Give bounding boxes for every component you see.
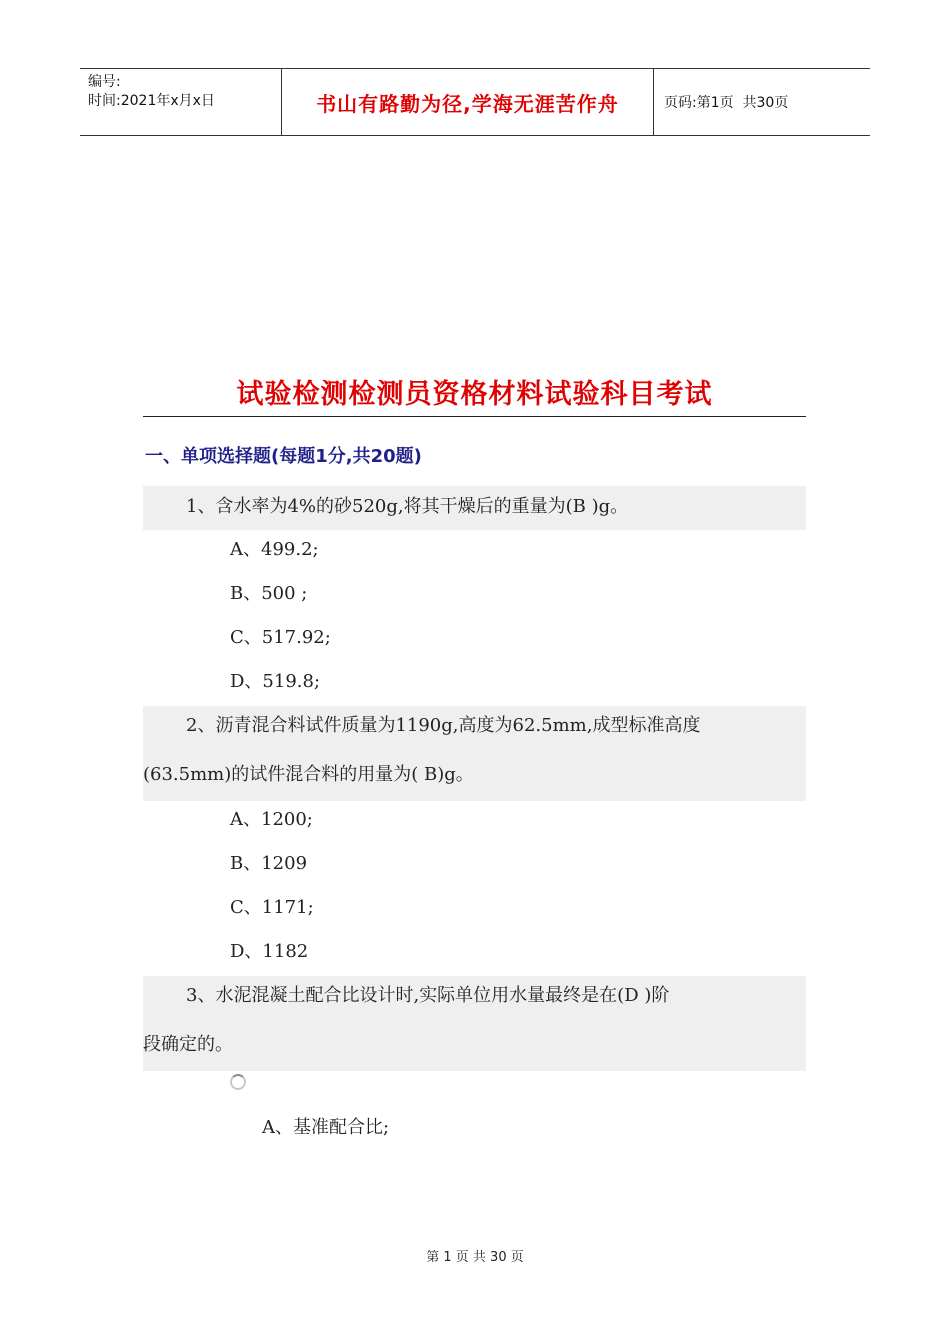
question-1-option-b: B、500 ;	[230, 583, 308, 604]
title-divider	[143, 416, 806, 417]
question-2-line-1: 2、沥青混合料试件质量为1190g,高度为62.5mm,成型标准高度	[186, 715, 701, 736]
question-1-option-c: C、517.92;	[230, 627, 331, 648]
page-info-text: 页码:第1页 共30页	[664, 95, 789, 111]
question-2-line-2: (63.5mm)的试件混合料的用量为( B)g。	[143, 764, 474, 785]
question-2-option-d: D、1182	[230, 941, 309, 962]
section-heading: 一、单项选择题(每题1分,共20题)	[145, 446, 422, 467]
question-3	[143, 976, 806, 1071]
time-label: 时间:2021年x月x日	[88, 93, 215, 109]
question-1-option-a: A、499.2;	[230, 539, 319, 560]
radio-button-icon[interactable]	[230, 1074, 246, 1090]
header-left-cell	[80, 69, 281, 135]
header-motto	[281, 69, 654, 135]
question-3-option-a: A、基准配合比;	[262, 1117, 390, 1138]
page-footer: 第 1 页 共 30 页	[426, 1250, 524, 1265]
header-page-info	[654, 69, 870, 135]
document-title: 试验检测检测员资格材料试验科目考试	[236, 379, 713, 410]
question-2	[143, 706, 806, 801]
question-1-line-1: 1、含水率为4%的砂520g,将其干燥后的重量为(B )g。	[186, 496, 629, 517]
question-3-line-2: 段确定的。	[143, 1034, 233, 1055]
question-1	[143, 486, 806, 530]
question-2-option-b: B、1209	[230, 853, 308, 874]
motto-text: 书山有路勤为径,学海无涯苦作舟	[316, 91, 619, 116]
number-label: 编号:	[88, 74, 121, 90]
question-1-option-d: D、519.8;	[230, 671, 321, 692]
question-2-option-a: A、1200;	[230, 809, 313, 830]
question-3-line-1: 3、水泥混凝土配合比设计时,实际单位用水量最终是在(D )阶	[186, 985, 670, 1006]
question-2-option-c: C、1171;	[230, 897, 314, 918]
header-table	[80, 68, 870, 136]
